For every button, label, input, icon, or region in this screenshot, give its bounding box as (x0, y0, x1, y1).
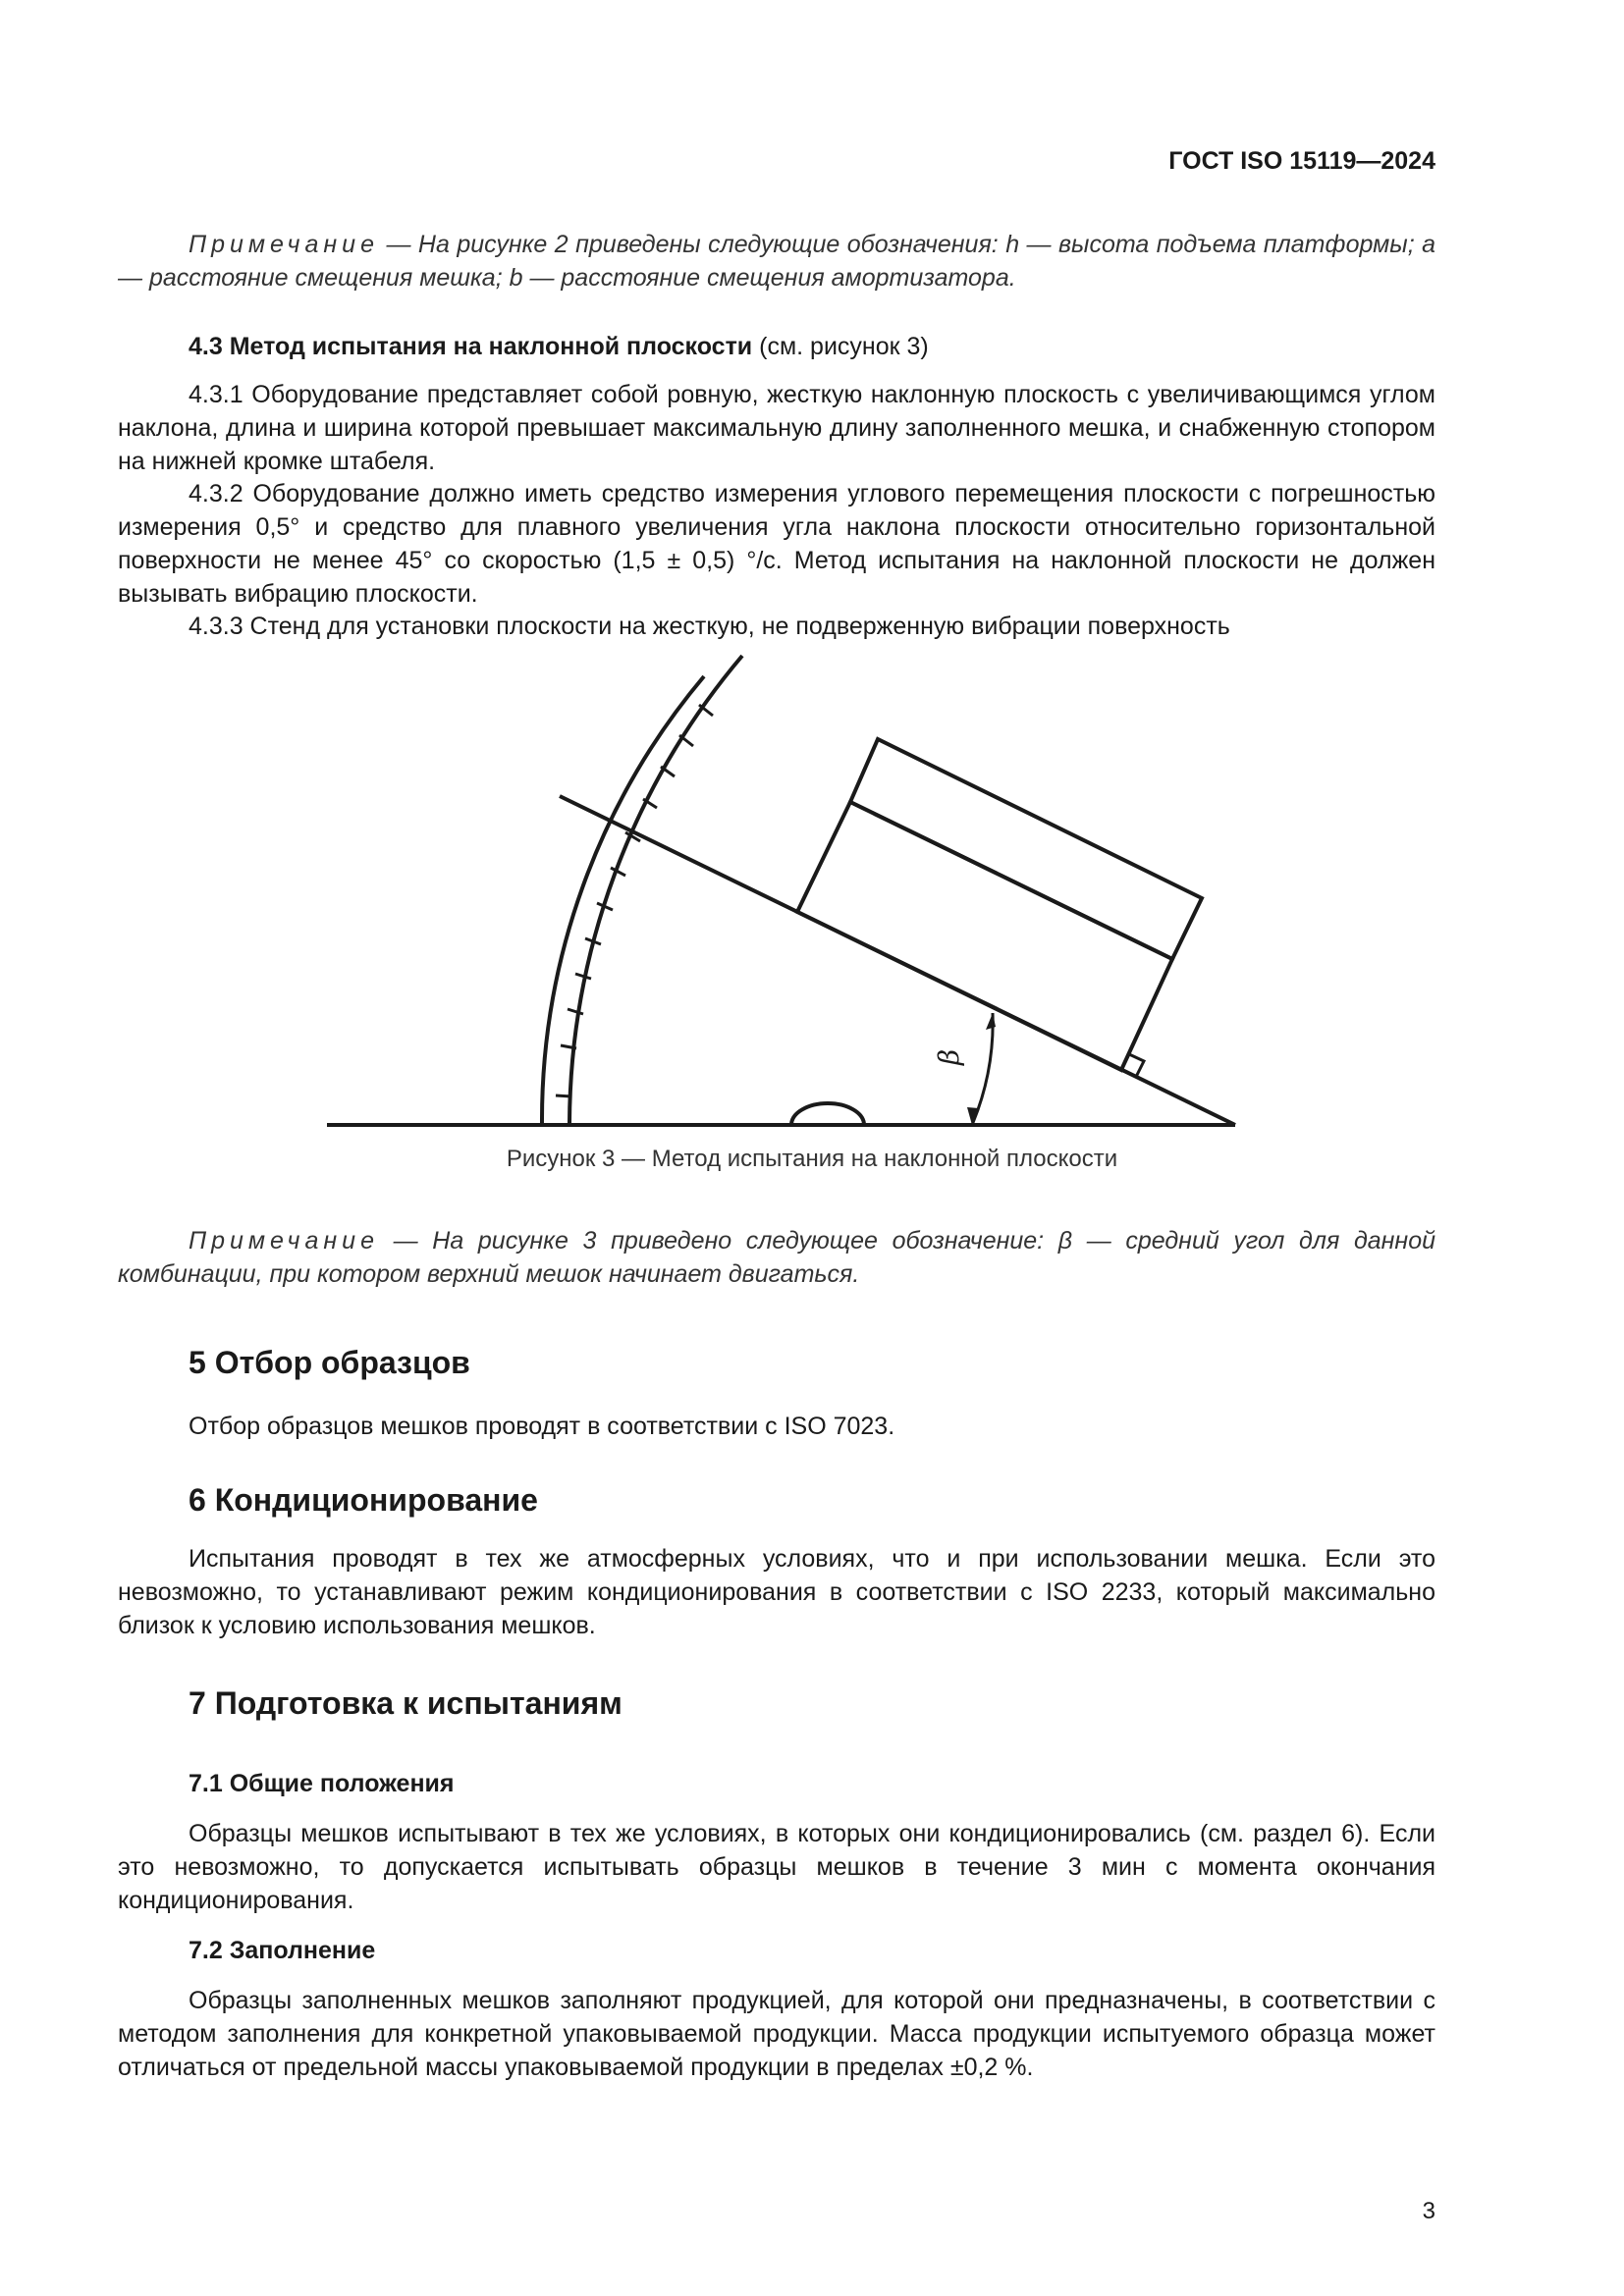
protractor-inner-arc (569, 656, 742, 1125)
section-5-paragraph: Отбор образцов мешков проводят в соответствии с ISO 7023. (189, 1413, 895, 1440)
section-7-heading: 7 Подготовка к испытаниям (189, 1685, 623, 1721)
angle-indicator-semicircle (791, 1103, 864, 1125)
note-label: Примечание (189, 1227, 379, 1255)
section-6-heading: 6 Кондиционирование (189, 1482, 538, 1518)
section-number: 4.3 (189, 333, 223, 360)
section-7-2-heading: 7.2 Заполнение (189, 1937, 376, 1964)
note-text: — На рисунке 2 приведены следующие обозначения: h — высота подъема платформы; a — расстояние смещения мешка; b — расстояние смещения амортизатора. (118, 231, 1436, 292)
section-5-heading: 5 Отбор образцов (189, 1345, 470, 1380)
paragraph-4-3-3: 4.3.3 Стенд для установки плоскости на жесткую, не подверженную вибрации поверхность (189, 613, 1230, 640)
beta-label: β (933, 1048, 965, 1065)
figure-reference: (см. рисунок 3) (759, 333, 929, 360)
paragraph-4-3-1: 4.3.1 Оборудование представляет собой ровную, жесткую наклонную плоскость с увеличивающимся углом наклона, длина и ширина которой превышает максимальную длину заполненного мешка, и снабженную стопором на нижней кромке штабеля. (118, 381, 1435, 475)
section-7-1-paragraph: Образцы мешков испытывают в тех же условиях, в которых они кондиционировались (см. раздел 6). Если это невозможно, то допускается испытывать образцы мешков в течение 3 мин с момента окончания кондиционирования. (118, 1820, 1435, 1914)
note-label: Примечание (189, 231, 379, 258)
section-7-1-heading: 7.1 Общие положения (189, 1770, 455, 1797)
section-6-paragraph: Испытания проводят в тех же атмосферных условиях, что и при использовании мешка. Если это невозможно, то устанавливают режим кондиционирования в соответствии с ISO 2233, который максимально близок к условию использования мешков. (118, 1545, 1435, 1639)
section-7-2-paragraph: Образцы заполненных мешков заполняют продукцией, для которой они предназначены, в соответствии с методом заполнения для конкретной упаковываемой продукции. Масса продукции испытуемого образца может отличаться от предельной массы упаковываемой продукции в пределах ±0,2 %. (118, 1987, 1435, 2081)
note-text: — На рисунке 3 приведено следующее обозначение: β — средний угол для данной комбинации, при котором верхний мешок начинает двигаться. (118, 1227, 1436, 1288)
section-title: Метод испытания на наклонной плоскости (229, 333, 753, 360)
lower-bag (797, 802, 1172, 1070)
upper-bag (850, 739, 1202, 959)
paragraph-4-3-2: 4.3.2 Оборудование должно иметь средство измерения углового перемещения плоскости с погрешностью измерения 0,5° и средство для плавного увеличения угла наклона плоскости относительно горизонтальной поверхности не менее 45° со скоростью (1,5 ± 0,5) °/с. Метод испытания на наклонной плоскости не должен вызывать вибрацию плоскости. (118, 480, 1435, 608)
page-number: 3 (1422, 2198, 1435, 2224)
figure-caption: Рисунок 3 — Метод испытания на наклонной плоскости (506, 1146, 1118, 1172)
document-code: ГОСТ ISO 15119—2024 (1168, 147, 1435, 175)
note-figure3 (118, 1224, 1435, 1291)
